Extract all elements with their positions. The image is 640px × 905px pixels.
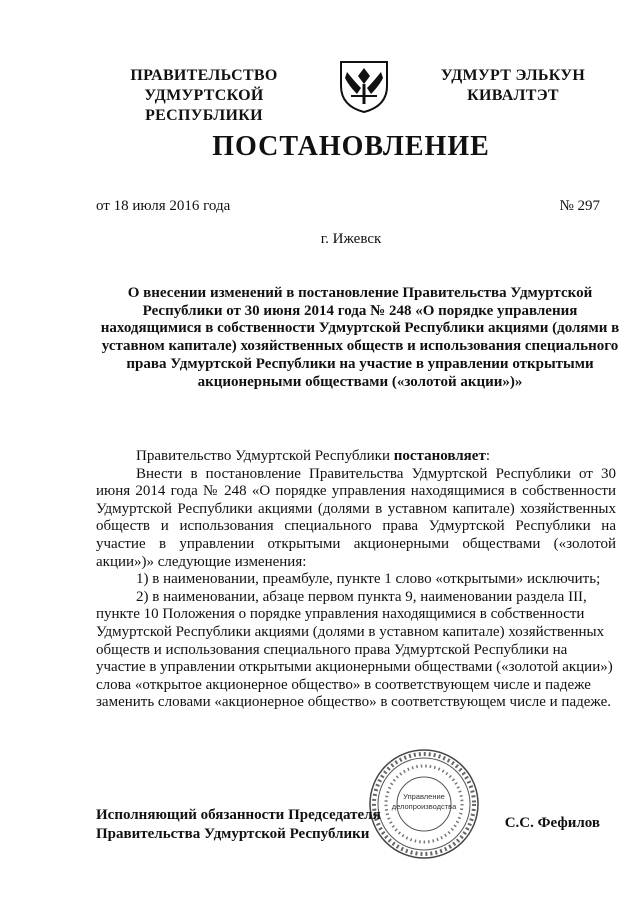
document-subject: О внесении изменений в постановление Правительства Удмуртской Республики от 30 июня 2014 года № 248 «О порядке управления находящимися в собственности Удмуртской Республики акциями (долями в уставном капитале) хозяйственных обществ и использования специального права Удмуртской Республики на участие в управлении открытыми акционерными обществами («золотой акции»)» — [100, 285, 620, 390]
header-right-line2: КИВАЛТЭТ — [467, 87, 559, 104]
intro-paragraph — [96, 448, 616, 466]
coat-of-arms-icon — [333, 56, 395, 114]
document-date: от 18 июля 2016 года — [96, 198, 231, 214]
document-number: № 297 — [559, 198, 600, 214]
intro-suffix: : — [485, 448, 490, 464]
signatory-line2: Правительства Удмуртской Республики — [96, 826, 370, 842]
stamp-line2: делопроизводства — [391, 802, 457, 811]
signatory-name: С.С. Фефилов — [504, 815, 600, 831]
signatory-line1: Исполняющий обязанности Председателя — [96, 807, 381, 823]
header-right — [418, 66, 608, 106]
header-left — [84, 66, 324, 126]
body-paragraph-3: 2) в наименовании, абзаце первом пункта 9, наименовании раздела III, пункте 10 Положения о порядке управления находящимися в собственности Удмуртской Республики акциями (долями в уставном капитале) хозяйственных обществ и использования специального права Удмуртской Республики на участие в управлении открытыми акционерными обществами («золотой акции») слова «открытое акционерное общество» в соответствующем числе и падеже заменить словами «акционерное общество» в соответствующем числе и падеже. — [96, 588, 613, 711]
stamp-line1: Управление — [403, 792, 445, 801]
signatory-title — [96, 806, 396, 844]
document-body — [96, 448, 616, 712]
header-left-line2: УДМУРТСКОЙ РЕСПУБЛИКИ — [144, 87, 264, 124]
header-left-line1: ПРАВИТЕЛЬСТВО — [130, 67, 278, 84]
intro-prefix: Правительство Удмуртской Республики — [136, 448, 394, 464]
document-city: г. Ижевск — [320, 231, 382, 247]
body-paragraph-2: 1) в наименовании, преамбуле, пункте 1 слово «открытыми» исключить; — [136, 571, 601, 588]
intro-keyword: постановляет — [393, 448, 486, 464]
header-right-line1: УДМУРТ ЭЛЬКУН — [440, 67, 586, 84]
body-paragraph-1: Внести в постановление Правительства Удмуртской Республики от 30 июня 2014 года № 248 «О порядке управления находящимися в собственности Удмуртской Республики акциями (долями в уставном капитале) хозяйственных обществ и использования специального права Удмуртской Республики на участие в управлении открытыми акционерными обществами («золотой акции»)» следующие изменения: — [96, 465, 616, 570]
document-title: ПОСТАНОВЛЕНИЕ — [212, 131, 490, 162]
